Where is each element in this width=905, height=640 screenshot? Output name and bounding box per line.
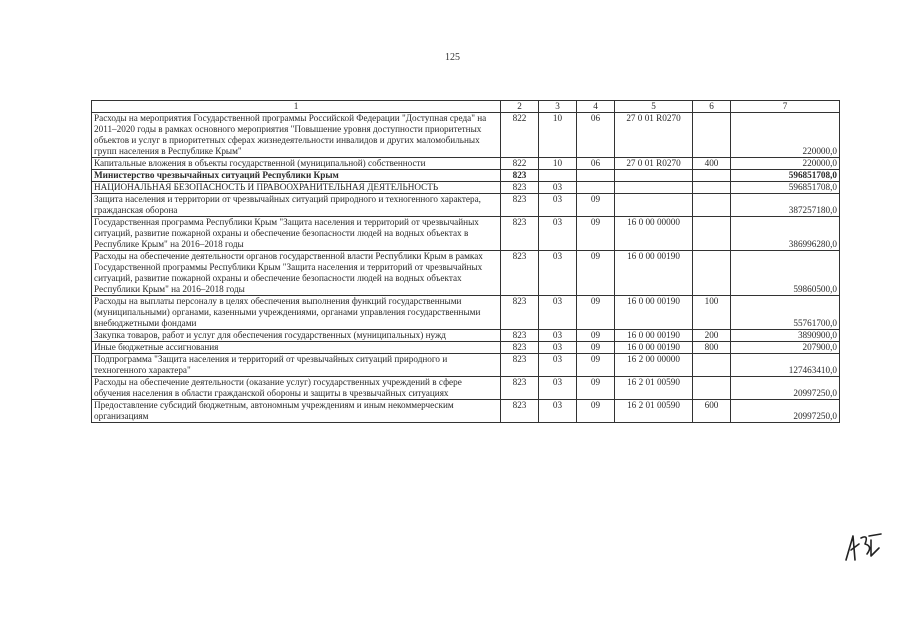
header-cell: 2 (501, 101, 539, 113)
row-target-item-cell: 16 0 00 00190 (615, 251, 693, 296)
row-amount-cell: 55761700,0 (731, 296, 840, 330)
row-section-cell: 03 (539, 251, 577, 296)
table-row (92, 217, 840, 251)
row-expense-type-cell (693, 217, 731, 251)
row-target-item-cell (615, 170, 693, 182)
row-code-cell: 823 (501, 217, 539, 251)
row-amount-cell: 3890900,0 (731, 330, 840, 342)
row-description-cell: Защита населения и территории от чрезвычайных ситуаций природного и техногенного характера, гражданская оборона (92, 194, 501, 217)
row-amount-cell: 59860500,0 (731, 251, 840, 296)
row-expense-type-cell (693, 113, 731, 158)
row-code-cell: 823 (501, 182, 539, 194)
row-expense-type-cell: 400 (693, 158, 731, 170)
table-row (92, 194, 840, 217)
table-row (92, 251, 840, 296)
row-description-cell: Министерство чрезвычайных ситуаций Республики Крым (92, 170, 501, 182)
row-subsection-cell: 06 (577, 113, 615, 158)
row-target-item-cell (615, 182, 693, 194)
row-section-cell: 03 (539, 330, 577, 342)
row-amount-cell: 386996280,0 (731, 217, 840, 251)
row-code-cell: 823 (501, 296, 539, 330)
row-description-cell: Подпрограмма "Защита населения и территорий от чрезвычайных ситуаций природного и техногенного характера" (92, 354, 501, 377)
row-description-cell: Предоставление субсидий бюджетным, автономным учреждениям и иным некоммерческим организациям (92, 400, 501, 423)
row-amount-cell: 596851708,0 (731, 182, 840, 194)
row-subsection-cell: 09 (577, 330, 615, 342)
row-target-item-cell (615, 194, 693, 217)
budget-table (91, 100, 840, 423)
table-row (92, 354, 840, 377)
row-subsection-cell: 09 (577, 354, 615, 377)
row-code-cell: 823 (501, 342, 539, 354)
row-code-cell: 822 (501, 158, 539, 170)
header-cell: 3 (539, 101, 577, 113)
row-expense-type-cell (693, 377, 731, 400)
row-description-cell: Расходы на мероприятия Государственной программы Российской Федерации "Доступная среда" на 2011–2020 годы в рамках основного мероприятия "Повышение уровня доступности приоритетных объектов и услуг в приоритетных сферах жизнедеятельности инвалидов и других маломобильных групп населения в Республике Крым" (92, 113, 501, 158)
row-subsection-cell: 09 (577, 217, 615, 251)
row-section-cell: 03 (539, 377, 577, 400)
row-section-cell: 10 (539, 113, 577, 158)
row-target-item-cell: 16 2 00 00000 (615, 354, 693, 377)
row-description-cell: Расходы на обеспечение деятельности органов государственной власти Республики Крым в рамках Государственной программы Республики Крым "Защита населения и территорий от чрезвычайных ситуаций, развитие пожарной охраны и обеспечение безопасности людей на водных объектах Республики Крым" на 2016–2018 годы (92, 251, 501, 296)
table-row (92, 342, 840, 354)
row-expense-type-cell: 200 (693, 330, 731, 342)
row-subsection-cell: 09 (577, 296, 615, 330)
row-section-cell: 03 (539, 400, 577, 423)
row-section-cell (539, 170, 577, 182)
page-number: 125 (445, 52, 460, 63)
row-expense-type-cell (693, 251, 731, 296)
row-amount-cell: 596851708,0 (731, 170, 840, 182)
row-expense-type-cell (693, 182, 731, 194)
row-code-cell: 823 (501, 377, 539, 400)
header-cell: 6 (693, 101, 731, 113)
header-cell: 5 (615, 101, 693, 113)
row-subsection-cell: 06 (577, 158, 615, 170)
row-amount-cell: 220000,0 (731, 113, 840, 158)
row-section-cell: 10 (539, 158, 577, 170)
handwritten-page-mark (843, 530, 883, 564)
row-section-cell: 03 (539, 342, 577, 354)
row-code-cell: 823 (501, 354, 539, 377)
header-cell: 7 (731, 101, 840, 113)
row-code-cell: 823 (501, 194, 539, 217)
row-expense-type-cell (693, 170, 731, 182)
row-description-cell: Расходы на выплаты персоналу в целях обеспечения выполнения функций государственными (муниципальными) органами, казенными учреждениями, органами управления государственными внебюджетными фондами (92, 296, 501, 330)
row-expense-type-cell (693, 354, 731, 377)
row-code-cell: 823 (501, 251, 539, 296)
row-target-item-cell: 27 0 01 R0270 (615, 158, 693, 170)
row-subsection-cell: 09 (577, 251, 615, 296)
table-row (92, 158, 840, 170)
row-section-cell: 03 (539, 354, 577, 377)
row-description-cell: НАЦИОНАЛЬНАЯ БЕЗОПАСНОСТЬ И ПРАВООХРАНИТЕЛЬНАЯ ДЕЯТЕЛЬНОСТЬ (92, 182, 501, 194)
row-code-cell: 823 (501, 330, 539, 342)
row-amount-cell: 207900,0 (731, 342, 840, 354)
table-header-row (92, 101, 840, 113)
row-code-cell: 823 (501, 400, 539, 423)
row-subsection-cell: 09 (577, 400, 615, 423)
table-row (92, 113, 840, 158)
row-section-cell: 03 (539, 296, 577, 330)
header-cell: 1 (92, 101, 501, 113)
row-description-cell: Государственная программа Республики Крым "Защита населения и территорий от чрезвычайных ситуаций, развитие пожарной охраны и обеспечение безопасности людей на водных объектах в Республике Крым" на 2016–2018 годы (92, 217, 501, 251)
row-subsection-cell (577, 182, 615, 194)
row-target-item-cell: 16 0 00 00190 (615, 296, 693, 330)
row-description-cell: Расходы на обеспечение деятельности (оказание услуг) государственных учреждений в сфере обучения населения в области гражданской обороны и защиты в чрезвычайных ситуациях (92, 377, 501, 400)
row-section-cell: 03 (539, 194, 577, 217)
row-description-cell: Капитальные вложения в объекты государственной (муниципальной) собственности (92, 158, 501, 170)
row-subsection-cell: 09 (577, 194, 615, 217)
row-description-cell: Иные бюджетные ассигнования (92, 342, 501, 354)
row-amount-cell: 387257180,0 (731, 194, 840, 217)
row-description-cell: Закупка товаров, работ и услуг для обеспечения государственных (муниципальных) нужд (92, 330, 501, 342)
row-code-cell: 823 (501, 170, 539, 182)
row-expense-type-cell: 600 (693, 400, 731, 423)
row-amount-cell: 127463410,0 (731, 354, 840, 377)
table-row (92, 182, 840, 194)
row-amount-cell: 20997250,0 (731, 377, 840, 400)
table-row (92, 377, 840, 400)
table-row (92, 330, 840, 342)
row-amount-cell: 220000,0 (731, 158, 840, 170)
table-row (92, 296, 840, 330)
row-section-cell: 03 (539, 182, 577, 194)
row-subsection-cell: 09 (577, 342, 615, 354)
row-expense-type-cell: 800 (693, 342, 731, 354)
row-target-item-cell: 16 2 01 00590 (615, 377, 693, 400)
table-row (92, 400, 840, 423)
row-target-item-cell: 27 0 01 R0270 (615, 113, 693, 158)
row-amount-cell: 20997250,0 (731, 400, 840, 423)
row-expense-type-cell (693, 194, 731, 217)
row-target-item-cell: 16 0 00 00190 (615, 342, 693, 354)
header-cell: 4 (577, 101, 615, 113)
row-target-item-cell: 16 2 01 00590 (615, 400, 693, 423)
row-section-cell: 03 (539, 217, 577, 251)
row-subsection-cell: 09 (577, 377, 615, 400)
row-target-item-cell: 16 0 00 00000 (615, 217, 693, 251)
row-subsection-cell (577, 170, 615, 182)
row-code-cell: 822 (501, 113, 539, 158)
table-row (92, 170, 840, 182)
row-target-item-cell: 16 0 00 00190 (615, 330, 693, 342)
row-expense-type-cell: 100 (693, 296, 731, 330)
